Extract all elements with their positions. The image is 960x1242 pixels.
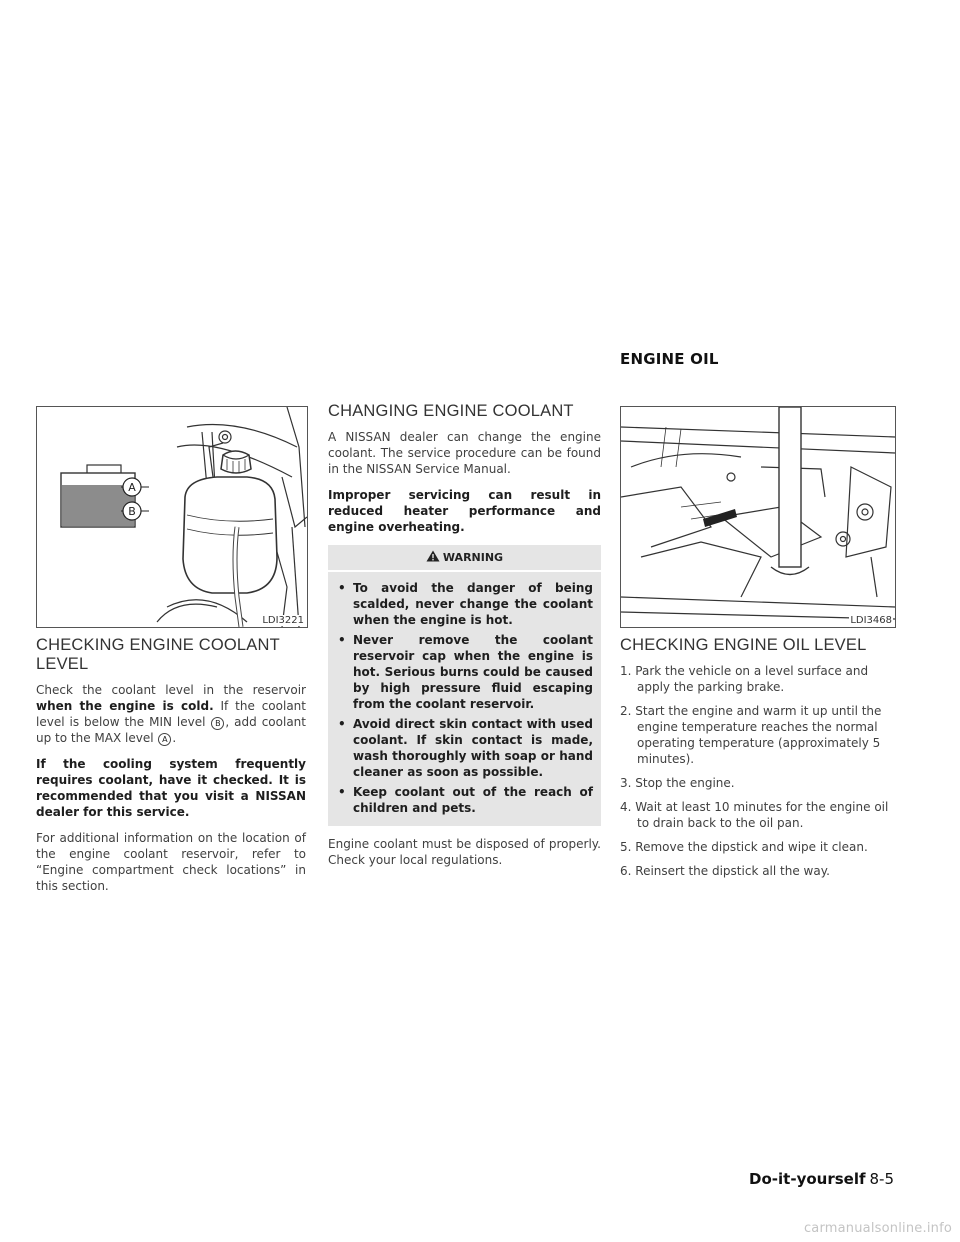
changing-coolant-paragraph: A NISSAN dealer can change the engine coolant. The service procedure can be found in the NISSAN Service Manual. — [328, 430, 601, 476]
coolant-check-paragraph: Check the coolant level in the reservoir when the engine is cold. If the coolant level is below the MIN level B , add coolant up to the MAX level A . — [36, 683, 306, 745]
page-footer — [749, 1170, 894, 1188]
warning-icon — [426, 550, 440, 562]
improper-servicing-paragraph: Improper servicing can result in reduced heater performance and engine overheating. — [328, 488, 601, 534]
heading-checking-coolant: CHECKING ENGINE COOLANT LEVEL — [36, 636, 280, 673]
max-level-marker: A — [158, 733, 171, 746]
middle-column — [328, 402, 601, 878]
min-level-marker: B — [211, 717, 224, 730]
oil-step: 6. Reinsert the dipstick all the way. — [620, 864, 830, 878]
chapter-name: Do-it-yourself — [749, 1170, 866, 1188]
warning-item: • To avoid the danger of being scalded, never change the coolant when the engine is hot. — [336, 580, 593, 628]
figure-code-coolant: LDI3221 — [262, 615, 304, 626]
figure-code-oil: LDI3468 — [850, 615, 892, 626]
engine-oil-figure — [620, 406, 896, 628]
engine-oil-illustration — [621, 407, 895, 627]
coolant-reservoir-illustration — [37, 407, 307, 627]
warning-box — [328, 545, 601, 826]
oil-step: 2. Start the engine and warm it up until the engine temperature reaches the normal operating temperature (approximately 5 minutes). — [620, 704, 882, 766]
marker-b-label: B — [128, 505, 136, 518]
warning-header — [328, 545, 601, 572]
coolant-dealer-paragraph: If the cooling system frequently requires coolant, have it checked. It is recommended that you visit a NISSAN dealer for this service. — [36, 757, 306, 819]
warning-item: • Avoid direct skin contact with used coolant. If skin contact is made, wash thoroughly with soap or hand cleaner as soon as possible. — [336, 716, 593, 780]
warning-title: WARNING — [442, 551, 504, 564]
coolant-reservoir-figure — [36, 406, 308, 628]
oil-step: 4. Wait at least 10 minutes for the engine oil to drain back to the oil pan. — [620, 800, 889, 830]
warning-list — [336, 580, 593, 816]
coolant-location-paragraph: For additional information on the location of the engine coolant reservoir, refer to “Engine compartment check locations” in this section. — [36, 831, 306, 893]
heading-changing-coolant: CHANGING ENGINE COOLANT — [328, 402, 574, 420]
oil-step: 3. Stop the engine. — [620, 776, 735, 790]
warning-item: • Keep coolant out of the reach of children and pets. — [336, 784, 593, 816]
oil-step: 1. Park the vehicle on a level surface and apply the parking brake. — [620, 664, 869, 694]
disposal-paragraph: Engine coolant must be disposed of properly. Check your local regulations. — [328, 837, 601, 867]
oil-steps-list — [620, 663, 894, 879]
watermark: carmanualsonline.info — [803, 1221, 952, 1236]
heading-checking-oil: CHECKING ENGINE OIL LEVEL — [620, 636, 867, 654]
section-title: ENGINE OIL — [620, 350, 719, 368]
oil-step: 5. Remove the dipstick and wipe it clean. — [620, 840, 868, 854]
marker-a-label: A — [128, 481, 136, 494]
right-column — [620, 636, 894, 887]
left-column — [36, 636, 306, 904]
warning-item: • Never remove the coolant reservoir cap when the engine is hot. Serious burns could be caused by high pressure fluid escaping from the coolant reservoir. — [336, 632, 593, 712]
page-number: 8-5 — [869, 1170, 894, 1188]
